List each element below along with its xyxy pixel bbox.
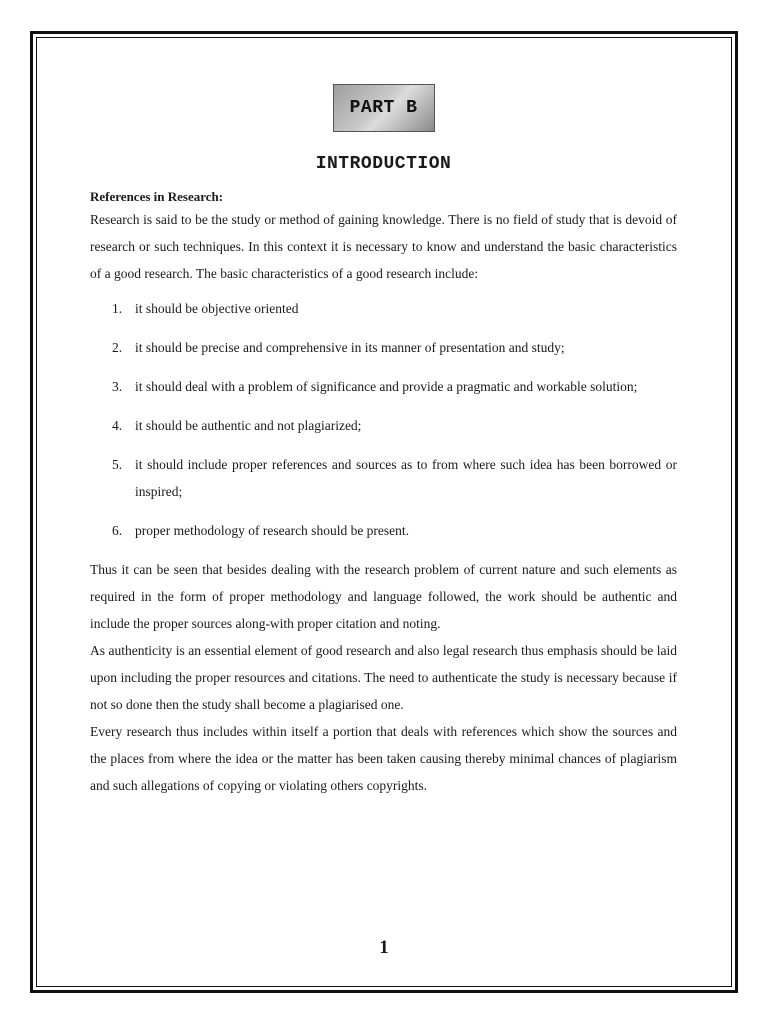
list-item-text: it should be authentic and not plagiarized;: [135, 418, 362, 433]
list-item: [90, 412, 677, 439]
list-item-text: it should deal with a problem of significance and provide a pragmatic and workable solution;: [135, 379, 638, 394]
page-content: [90, 80, 677, 799]
intro-paragraph: Research is said to be the study or method of gaining knowledge. There is no field of study that is devoid of research or such techniques. In this context it is necessary to know and understand the basic characteristics of a good research. The basic characteristics of a good research include:: [90, 212, 677, 281]
list-item-text: it should be precise and comprehensive in its manner of presentation and study;: [135, 340, 565, 355]
list-item: [90, 295, 677, 322]
list-item-number: 3.: [112, 379, 123, 394]
list-item-text: it should include proper references and sources as to from where such idea has been borrowed or inspired;: [135, 457, 677, 499]
authenticity-paragraph: As authenticity is an essential element of good research and also legal research thus emphasis should be laid upon including the proper resources and citations. The need to authenticate the study is necessary because if not so done then the study shall become a plagiarised one.: [90, 643, 677, 712]
page-title: INTRODUCTION: [315, 154, 452, 174]
list-item-text: it should be objective oriented: [135, 301, 299, 316]
characteristics-list: [90, 295, 677, 544]
list-item: [90, 334, 677, 361]
list-item-number: 6.: [112, 523, 123, 538]
list-item-number: 1.: [112, 301, 123, 316]
list-item-number: 5.: [112, 457, 123, 472]
page-number: 1: [379, 937, 389, 958]
references-paragraph: Every research thus includes within itself a portion that deals with references which show the sources and the places from where the idea or the matter has been taken causing thereby minimal chances of plagiarism and such allegations of copying or violating others copyrights.: [90, 724, 677, 793]
list-item-number: 2.: [112, 340, 123, 355]
thus-paragraph: Thus it can be seen that besides dealing with the research problem of current nature and such elements as required in the form of proper methodology and language followed, the work should be authentic and include the proper sources along-with proper citation and noting.: [90, 562, 677, 631]
list-item-number: 4.: [112, 418, 123, 433]
list-item: [90, 517, 677, 544]
part-label: PART B: [349, 98, 418, 118]
part-label-box: [333, 84, 435, 132]
section-heading: References in Research:: [90, 189, 224, 204]
list-item: [90, 373, 677, 400]
list-item: [90, 451, 677, 505]
list-item-text: proper methodology of research should be present.: [135, 523, 410, 538]
